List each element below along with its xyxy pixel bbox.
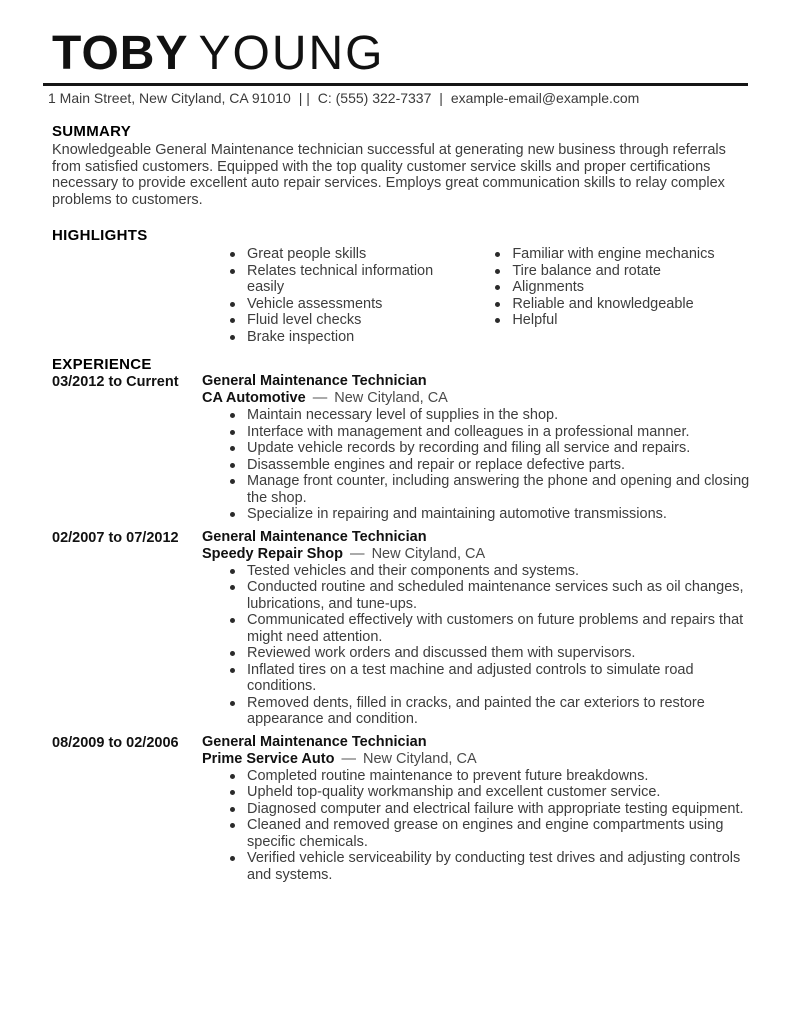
- summary-section: [0, 124, 800, 208]
- header-divider: [43, 83, 748, 86]
- job-bullet: Conducted routine and scheduled maintenance services such as oil changes, lubrications, and tune-ups.: [225, 579, 765, 612]
- job-location: New Cityland, CA: [371, 545, 486, 562]
- job-company-line: [202, 546, 765, 562]
- job-bullet-list: [225, 407, 765, 523]
- highlight-item: Helpful: [490, 312, 765, 329]
- highlight-item: Great people skills: [225, 246, 465, 263]
- job-company: CA Automotive: [202, 390, 306, 406]
- highlight-item: Reliable and knowledgeable: [490, 296, 765, 313]
- job-bullet: Completed routine maintenance to prevent future breakdowns.: [225, 768, 765, 785]
- contact-separator: |: [439, 90, 443, 106]
- job-bullet-list: [225, 768, 765, 884]
- highlight-item: Familiar with engine mechanics: [490, 246, 765, 263]
- highlights-heading: HIGHLIGHTS: [52, 227, 148, 244]
- experience-heading: EXPERIENCE: [52, 356, 152, 373]
- highlight-item: Fluid level checks: [225, 312, 465, 329]
- job-title: General Maintenance Technician: [202, 733, 427, 750]
- job-company: Prime Service Auto: [202, 750, 335, 767]
- job-company-line: [202, 390, 765, 406]
- job-bullet: Specialize in repairing and maintaining automotive transmissions.: [225, 506, 765, 523]
- job-title: General Maintenance Technician: [202, 528, 427, 545]
- job-bullet: Cleaned and removed grease on engines and engine compartments using specific chemicals.: [225, 817, 765, 850]
- job-details: [202, 734, 765, 884]
- company-location-dash: —: [350, 545, 365, 562]
- job-entry: [52, 734, 765, 884]
- highlight-item: Vehicle assessments: [225, 296, 465, 313]
- job-bullet: Inflated tires on a test machine and adjusted controls to simulate road conditions.: [225, 662, 765, 695]
- job-entry: [52, 529, 765, 728]
- highlight-item: Brake inspection: [225, 329, 465, 346]
- address-text: 1 Main Street, New Cityland, CA 91010: [48, 90, 291, 106]
- job-bullet: Diagnosed computer and electrical failure with appropriate testing equipment.: [225, 801, 765, 818]
- first-name: TOBY: [52, 27, 189, 80]
- phone-text: C: (555) 322-7337: [317, 90, 432, 106]
- company-location-dash: —: [341, 750, 356, 767]
- job-dates: 03/2012 to Current: [52, 374, 179, 390]
- job-bullet: Reviewed work orders and discussed them with supervisors.: [225, 645, 765, 662]
- job-location: New Cityland, CA: [363, 750, 477, 767]
- job-bullet: Tested vehicles and their components and systems.: [225, 563, 765, 580]
- resume-header: [0, 0, 800, 106]
- highlight-item: Alignments: [490, 279, 765, 296]
- job-title: General Maintenance Technician: [202, 373, 427, 389]
- job-bullet: Disassemble engines and repair or replace defective parts.: [225, 457, 765, 474]
- summary-text: Knowledgeable General Maintenance technician successful at generating new business through referrals from satisfied customers. Equipped with the top quality customer service skills and proper certifications necessary to provide excellent auto repair services. Employs great communication skills to relay complex problems to customers.: [52, 142, 726, 208]
- highlights-column-1: [225, 246, 465, 345]
- job-company-line: [202, 751, 765, 767]
- job-entry: [52, 373, 765, 523]
- highlights-columns: [225, 246, 765, 345]
- job-details: [202, 373, 765, 523]
- candidate-name: [52, 27, 748, 80]
- last-name: YOUNG: [198, 27, 385, 80]
- job-bullet: Interface with management and colleagues in a professional manner.: [225, 424, 765, 441]
- contact-separator: | |: [298, 90, 310, 106]
- job-bullet-list: [225, 563, 765, 728]
- job-bullet: Verified vehicle serviceability by conducting test drives and adjusting controls and systems.: [225, 850, 765, 883]
- job-bullet: Update vehicle records by recording and filing all service and repairs.: [225, 440, 765, 457]
- job-dates: 02/2007 to 07/2012: [52, 529, 179, 546]
- email-text: example-email@example.com: [450, 90, 640, 106]
- job-bullet: Upheld top-quality workmanship and excellent customer service.: [225, 784, 765, 801]
- job-bullet: Communicated effectively with customers on future problems and repairs that might need attention.: [225, 612, 765, 645]
- summary-heading: SUMMARY: [52, 123, 132, 140]
- job-bullet: Removed dents, filled in cracks, and painted the car exteriors to restore appearance and condition.: [225, 695, 765, 728]
- job-details: [202, 529, 765, 728]
- job-company: Speedy Repair Shop: [202, 545, 344, 562]
- experience-section: [0, 357, 800, 883]
- highlight-item: Relates technical information easily: [225, 263, 465, 296]
- job-bullet: Maintain necessary level of supplies in the shop.: [225, 407, 765, 424]
- highlights-column-2: [490, 246, 765, 345]
- job-bullet: Manage front counter, including answering the phone and opening and closing the shop.: [225, 473, 765, 506]
- job-location: New Cityland, CA: [334, 390, 448, 406]
- company-location-dash: —: [312, 390, 328, 406]
- job-dates: 08/2009 to 02/2006: [52, 734, 179, 751]
- highlight-item: Tire balance and rotate: [490, 263, 765, 280]
- highlights-section: [0, 228, 800, 345]
- contact-line: [48, 90, 748, 106]
